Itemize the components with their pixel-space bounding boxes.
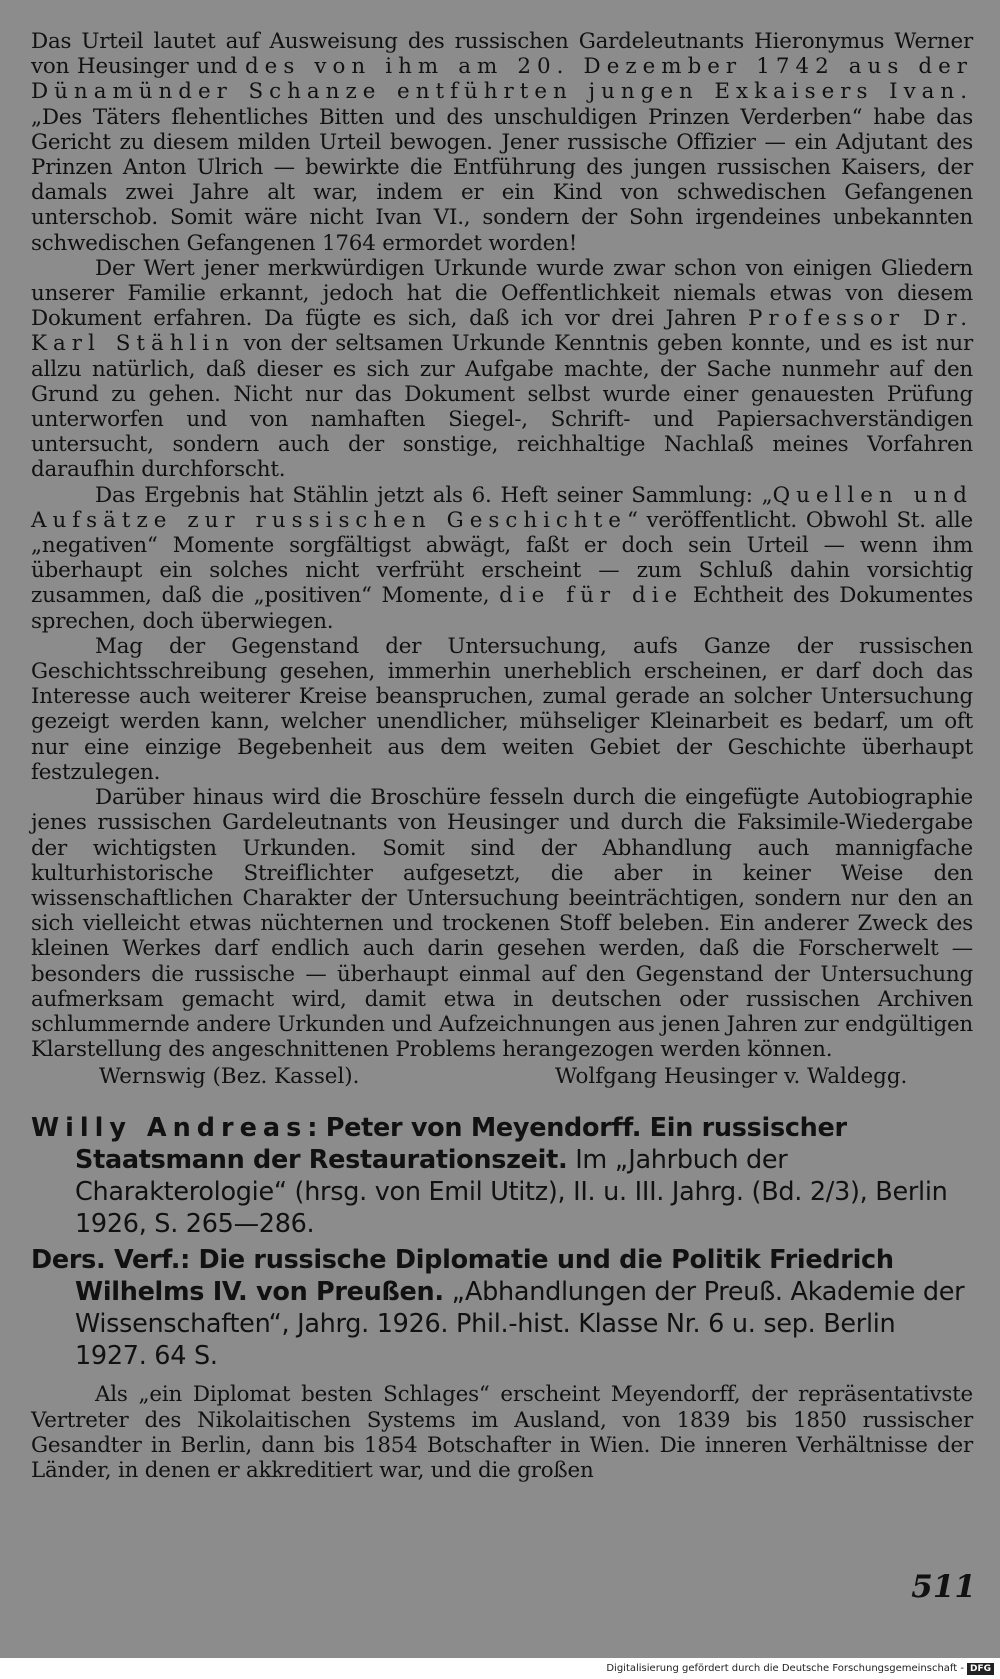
footer-credit: Digitalisierung gefördert durch die Deutsche Forschungsgemeinschaft - (606, 1663, 964, 1674)
spaced-emphasis: des von ihm am 20. Dezember 1742 aus der Dünamünder Schanze entführten jungen Exkaisers Ivan. (31, 54, 974, 105)
paragraph-brochure: Darüber hinaus wird die Broschüre fesseln durch die eingefügte Autobiographie jenes russischen Gardeleutnants von Heusinger und durch die Faksimile-Wiedergabe der wichtigsten Urkunden. Somit sind der Abhandlung auch mannigfache kulturhistorische Streiflichter aufgesetzt, die aber in keiner Weise den wissenschaftlichen Charakter der Untersuchung beeinträchtigen, sondern nur den an sich vielleicht etwas nüchternen und trockenen Stoff beleben. Ein anderer Zweck des kleinen Werkes darf endlich auch darin gesehen werden, daß die Forscherwelt — besonders die russische — überhaupt einmal auf den Gegenstand der Untersuchung aufmerksam gemacht wird, damit etwa in deutschen oder russischen Archiven schlummernde andere Urkunden und Aufzeichnungen aus jenen Jahren zur endgültigen Klarstellung des angeschnittenen Problems herangezogen werden können. (31, 785, 973, 1063)
text-run: Das Ergebnis hat Stählin jetzt als 6. Heft seiner Sammlung: „ (95, 482, 773, 508)
signature-place: Wernswig (Bez. Kassel). (99, 1064, 360, 1090)
bibliography-entry-1 (31, 1112, 973, 1240)
text-run: „Des Täters flehentliches Bitten und des unschuldigen Prinzen Verderben“ habe das Gericht zu diesem milden Urteil bewogen. Jener russische Offizier — ein Adjutant des Prinzen Anton Ulrich — bewirkte die Entführung des jungen russischen Kaisers, der damals zwei Jahre alt war, indem er ein Kind von schwedischen Gefangenen unterschob. Somit wäre nicht Ivan VI., sondern der Sohn irgendeines unbekannten schwedischen Gefangenen 1764 ermordet worden! (31, 104, 973, 256)
footer-bar (0, 1658, 1000, 1679)
text-run: Echtheit des Dokumentes sprechen, doch überwiegen. (31, 583, 973, 634)
text-run: Der Wert jener merkwürdigen Urkunde wurde zwar schon von einigen Gliedern unserer Familie erkannt, jedoch hat die Oeffentlichkeit niemals etwas von diesem Dokument erfahren. Da fügte es sich, daß ich vor drei Jahren (31, 255, 973, 332)
bib-title: : Die russische Diplomatie und die Politik Friedrich Wilhelms IV. von Preußen. (75, 1245, 894, 1308)
paragraph-result (31, 483, 973, 634)
bib-title: : Peter von Meyendorff. Ein russischer Staatsmann der Restaurationszeit. (75, 1113, 847, 1176)
spaced-emphasis: Professor Dr. Karl Stählin (31, 306, 973, 357)
bib-author: Ders. Verf. (31, 1245, 181, 1276)
paragraph-subject: Mag der Gegenstand der Untersuchung, aufs Ganze der russischen Geschichtsschreibung gesehen, immerhin unerheblich erscheinen, er darf doch das Interesse auch weiterer Kreise beanspruchen, zumal gerade an solcher Untersuchung gezeigt werden kann, welcher unendlicher, mühseliger Kleinarbeit es bedarf, um oft nur eine einzige Begebenheit aus dem weiten Gebiet der Geschichte überhaupt festzulegen. (31, 633, 973, 785)
spaced-emphasis: die für die (499, 583, 684, 609)
dfg-logo: DFG (967, 1663, 994, 1675)
page-number: 511 (911, 1569, 976, 1605)
paragraph-verdict (31, 29, 973, 256)
text-run: “ veröffentlicht. Obwohl St. alle „negativen“ Momente sorgfältigst abwägt, faßt er doch sein Urteil — wenn ihm überhaupt ein solches nicht verfrüht erscheint — zum Schluß dahin vorsichtig zusammen, daß die „positiven“ Momente, (31, 507, 973, 609)
signature-author: Wolfgang Heusinger v. Waldegg. (555, 1064, 908, 1090)
paragraph-meyendorff: Als „ein Diplomat besten Schlages“ erscheint Meyendorff, der repräsentativste Vertreter des Nikolaitischen Systems im Ausland, von 1839 bis 1850 russischer Gesandter in Berlin, dann bis 1854 Botschafter in Wien. Die inneren Verhältnisse der Länder, in denen er akkreditiert war, und die großen (31, 1382, 973, 1483)
signature-line (31, 1064, 973, 1090)
text-run: Das Urteil lautet auf Ausweisung des russischen Gardeleutnants Hieronymus Werner von Heusinger und (31, 29, 973, 80)
paragraph-document-value (31, 256, 973, 483)
bib-author: Willy Andreas (31, 1113, 308, 1144)
bibliography-entry-2 (31, 1244, 973, 1372)
spaced-emphasis: Quellen und Aufsätze zur russischen Geschichte (31, 482, 973, 533)
text-run: von der seltsamen Urkunde Kenntnis geben konnte, und es ist nur allzu natürlich, daß dieser es sich zur Aufgabe machte, der Sache nunmehr auf den Grund zu gehen. Nicht nur das Dokument selbst wurde einer genauesten Prüfung unterworfen und von namhaften Siegel-, Schrift- und Papiersachverständigen untersucht, sondern auch der sonstige, reichhaltige Nachlaß meines Vorfahren daraufhin durchforscht. (31, 331, 974, 483)
bib-details: Im „Jahrbuch der Charakterologie“ (hrsg. von Emil Utitz), II. u. III. Jahrg. (Bd. 2/3), Berlin 1926, S. 265—286. (75, 1145, 948, 1240)
bib-details: „Abhandlungen der Preuß. Akademie der Wissenschaften“, Jahrg. 1926. Phil.-hist. Klasse Nr. 6 u. sep. Berlin 1927. 64 S. (75, 1277, 965, 1372)
